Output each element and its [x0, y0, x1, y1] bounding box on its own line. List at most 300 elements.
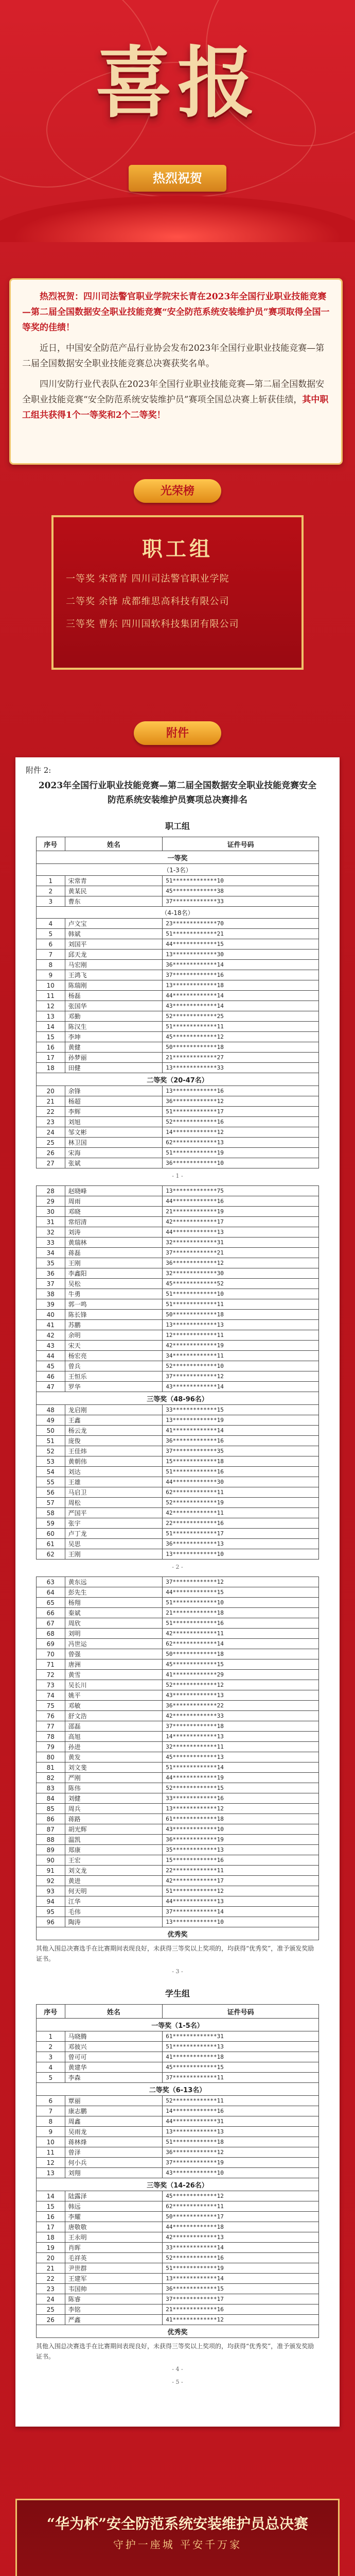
table-row [37, 1227, 319, 1238]
row-id: 52*************12 [163, 1680, 319, 1690]
row-name: 陈长锋 [65, 1310, 163, 1320]
row-id: 13*************18 [163, 980, 319, 991]
row-id: 42*************33 [163, 1711, 319, 1721]
row-id: 36*************13 [163, 1539, 319, 1549]
prize-label: 优秀奖 [37, 2325, 319, 2338]
row-number: 34 [37, 1248, 65, 1258]
row-id: 13*************10 [163, 1549, 319, 1560]
row-number: 21 [37, 2263, 65, 2274]
row-name: 李铭 [65, 2304, 163, 2315]
table-row [37, 1804, 319, 1814]
page-number: - 3 - [172, 1968, 183, 1975]
row-number: 20 [37, 2253, 65, 2263]
row-number: 21 [37, 1096, 65, 1107]
row-name: 马启卫 [65, 1487, 163, 1498]
row-id: 13*************10 [163, 1917, 319, 1927]
prize-label: 二等奖（20-47名） [37, 1073, 319, 1086]
row-id: 36*************14 [163, 960, 319, 970]
row-id: 51*************14 [163, 1762, 319, 1773]
row-name: 毛祥英 [65, 2253, 163, 2263]
table-row [37, 1508, 319, 1518]
row-name: 黄朝伟 [65, 1456, 163, 1467]
col-no: 序号 [37, 837, 65, 851]
table-row [37, 1649, 319, 1659]
row-id: 37*************12 [163, 1577, 319, 1587]
row-number: 91 [37, 1866, 65, 1876]
congrats-ribbon: 热烈祝贺 [129, 165, 226, 192]
row-id: 15*************18 [163, 1456, 319, 1467]
row-id: 43*************14 [163, 1382, 319, 1392]
table-row [37, 970, 319, 980]
table-row [37, 1487, 319, 1498]
row-id: 42*************13 [163, 2232, 319, 2243]
rows-block [37, 919, 319, 1073]
prize-row [37, 1927, 319, 1940]
table-row [37, 2127, 319, 2137]
row-id: 44*************19 [163, 1773, 319, 1783]
intro-card [9, 278, 343, 465]
table-row [37, 1907, 319, 1917]
row-number: 77 [37, 1721, 65, 1732]
row-name: 李坤 [65, 1032, 163, 1042]
row-name: 韩远 [65, 2201, 163, 2212]
row-number: 1 [37, 2031, 65, 2042]
row-name: 周兵 [65, 1804, 163, 1814]
table-row [37, 1186, 319, 1196]
row-name: 曹东 [65, 896, 163, 907]
row-number: 45 [37, 1361, 65, 1371]
row-number: 12 [37, 2158, 65, 2168]
row-number: 18 [37, 1063, 65, 1073]
prize-row [37, 1392, 319, 1405]
table-row [37, 1773, 319, 1783]
row-number: 28 [37, 1186, 65, 1196]
row-number: 1 [37, 876, 65, 886]
row-id: 42*************11 [163, 1629, 319, 1639]
row-name: 严鑫 [65, 2315, 163, 2325]
row-number: 15 [37, 1032, 65, 1042]
row-name: 黄进 [65, 1876, 163, 1886]
row-name: 康志鹏 [65, 2106, 163, 2116]
row-id: 52*************11 [163, 2096, 319, 2106]
row-number: 10 [37, 980, 65, 991]
row-id: 50*************18 [163, 1649, 319, 1659]
row-name: 马晓腾 [65, 2031, 163, 2042]
table-row [37, 2304, 319, 2315]
row-id: 37*************19 [163, 2158, 319, 2168]
row-number: 30 [37, 1207, 65, 1217]
table-row [37, 1598, 319, 1608]
row-id: 23*************70 [163, 919, 319, 929]
table-row [37, 1639, 319, 1649]
row-id: 36*************22 [163, 1701, 319, 1711]
row-number: 68 [37, 1629, 65, 1639]
table-row [37, 1053, 319, 1063]
hero-banner [0, 0, 355, 242]
row-id: 35*************13 [163, 1845, 319, 1855]
table-row [37, 1196, 319, 1207]
row-number: 4 [37, 919, 65, 929]
row-number: 96 [37, 1917, 65, 1927]
row-number: 95 [37, 1907, 65, 1917]
intro-highlight: 其中职工组共获得1个一等奖和2个二等奖！ [22, 395, 329, 420]
group-photo [15, 2499, 340, 2576]
row-name: 郑康 [65, 1845, 163, 1855]
row-id: 51*************21 [163, 929, 319, 939]
row-name: 宋天 [65, 1341, 163, 1351]
table-row [37, 2232, 319, 2243]
row-number: 39 [37, 1299, 65, 1310]
staff-table [36, 1577, 319, 1940]
table-row [37, 1446, 319, 1456]
row-number: 14 [37, 2191, 65, 2201]
row-number: 52 [37, 1446, 65, 1456]
row-number: 53 [37, 1456, 65, 1467]
row-name: 曾可可 [65, 2052, 163, 2062]
row-id: 44*************31 [163, 2116, 319, 2127]
table-row [37, 2062, 319, 2073]
table-row [37, 1701, 319, 1711]
staff-table [36, 1185, 319, 1560]
row-id: 36*************12 [163, 1096, 319, 1107]
row-id: 37*************18 [163, 1721, 319, 1732]
row-name: 秦斌 [65, 1608, 163, 1618]
row-id: 33*************16 [163, 1793, 319, 1804]
table-row [37, 1742, 319, 1752]
attachment-section-button: 附件 [134, 721, 221, 745]
page-number: - 2 - [172, 1564, 183, 1570]
table-row [37, 1783, 319, 1793]
table-row [37, 1835, 319, 1845]
row-number: 6 [37, 939, 65, 950]
row-id: 32*************31 [163, 1238, 319, 1248]
row-number: 65 [37, 1598, 65, 1608]
table-row [37, 1032, 319, 1042]
row-number: 44 [37, 1351, 65, 1361]
row-number: 63 [37, 1577, 65, 1587]
student-table [36, 2004, 319, 2338]
row-name: 吴思 [65, 1539, 163, 1549]
row-number: 24 [37, 2294, 65, 2304]
row-name: 邵磊 [65, 1721, 163, 1732]
student-group-title: 学生组 [165, 1989, 190, 1998]
row-name: 吴松 [65, 1279, 163, 1289]
row-number: 4 [37, 2062, 65, 2073]
row-number: 14 [37, 1022, 65, 1032]
row-number: 56 [37, 1487, 65, 1498]
row-id: 41*************12 [163, 2315, 319, 2325]
row-id: 43*************13 [163, 1690, 319, 1701]
row-number: 7 [37, 950, 65, 960]
row-name: 李鑫阳 [65, 1268, 163, 1279]
row-number: 66 [37, 1608, 65, 1618]
row-name: 何天明 [65, 1886, 163, 1896]
row-id: 51*************10 [163, 876, 319, 886]
row-name: 张宇 [65, 1518, 163, 1529]
row-id: 44*************15 [163, 939, 319, 950]
table-row [37, 1351, 319, 1361]
row-number: 86 [37, 1814, 65, 1824]
row-name: 曾泽 [65, 2147, 163, 2158]
row-name: 邓勤 [65, 1011, 163, 1022]
row-name: 刘文龙 [65, 1866, 163, 1876]
row-number: 54 [37, 1467, 65, 1477]
row-name: 陈伟 [65, 1783, 163, 1793]
table-row [37, 1289, 319, 1299]
rows-block [37, 2096, 319, 2178]
table-row [37, 2147, 319, 2158]
table-row [37, 1063, 319, 1073]
range-row [37, 864, 319, 876]
col-id: 证件号码 [163, 2005, 319, 2019]
row-id: 13*************13 [163, 1320, 319, 1330]
row-name: 罗华 [65, 1382, 163, 1392]
attachment-label: 附件 2: [26, 766, 51, 775]
row-name: 曾强 [65, 1649, 163, 1659]
table-row [37, 1042, 319, 1053]
row-number: 59 [37, 1518, 65, 1529]
row-name: 张国华 [65, 1001, 163, 1011]
row-id: 34*************11 [163, 1351, 319, 1361]
row-id: 13*************19 [163, 1415, 319, 1426]
row-id: 44*************18 [163, 2222, 319, 2232]
row-name: 胡光辉 [65, 1824, 163, 1835]
table-row [37, 1711, 319, 1721]
row-name: 吴雨龙 [65, 2127, 163, 2137]
table-row [37, 980, 319, 991]
col-no: 序号 [37, 2005, 65, 2019]
table-row [37, 2191, 319, 2201]
row-number: 25 [37, 2304, 65, 2315]
table-row [37, 1608, 319, 1618]
intro-paragraph-2: 近日，中国安全防范产品行业协会发布2023年全国行业职业技能竞赛—第二届全国数据安全职业技能竞赛总决赛获奖名单。 [22, 343, 325, 369]
stage-glow [0, 196, 355, 242]
row-number: 46 [37, 1371, 65, 1382]
table-row [37, 1279, 319, 1289]
row-name: 刘翔 [65, 2168, 163, 2178]
row-number: 31 [37, 1217, 65, 1227]
row-number: 87 [37, 1824, 65, 1835]
row-number: 78 [37, 1732, 65, 1742]
row-name: 唐洲 [65, 1659, 163, 1670]
row-name: 刘旭 [65, 1117, 163, 1127]
table-row [37, 1814, 319, 1824]
row-id: 51*************11 [163, 1299, 319, 1310]
row-id: 14*************16 [163, 2106, 319, 2116]
table-row [37, 896, 319, 907]
row-name: 陈汉生 [65, 1022, 163, 1032]
row-name: 宋海 [65, 1148, 163, 1158]
row-name: 王刚 [65, 1258, 163, 1268]
row-id: 37*************21 [163, 1248, 319, 1258]
row-number: 51 [37, 1436, 65, 1446]
row-name: 邱天龙 [65, 950, 163, 960]
honor-title: 职工组 [142, 537, 213, 561]
row-id: 52*************25 [163, 1011, 319, 1022]
table-row [37, 1405, 319, 1415]
prize-label: 一等奖 [37, 851, 319, 864]
table-row [37, 1022, 319, 1032]
row-number: 9 [37, 970, 65, 980]
row-id: 62*************11 [163, 2201, 319, 2212]
table-row [37, 1382, 319, 1392]
table-row [37, 886, 319, 896]
table-row [37, 1258, 319, 1268]
table-row [37, 2294, 319, 2304]
table-row [37, 2031, 319, 2042]
row-name: 黄雪 [65, 1670, 163, 1680]
honor-board [51, 515, 304, 670]
row-number: 7 [37, 2106, 65, 2116]
table-row [37, 1207, 319, 1217]
row-number: 80 [37, 1752, 65, 1762]
table-row [37, 1238, 319, 1248]
row-number: 64 [37, 1587, 65, 1598]
row-name: 牛勇 [65, 1289, 163, 1299]
row-number: 3 [37, 2052, 65, 2062]
row-name: 蒋磊 [65, 1248, 163, 1258]
row-id: 36*************12 [163, 2147, 319, 2158]
row-number: 81 [37, 1762, 65, 1773]
row-id: 43*************10 [163, 2168, 319, 2178]
table-row [37, 1117, 319, 1127]
table-row [37, 1341, 319, 1351]
row-id: 45*************12 [163, 2191, 319, 2201]
row-number: 11 [37, 991, 65, 1001]
prize-row [37, 1073, 319, 1086]
row-id: 52*************19 [163, 1498, 319, 1508]
row-number: 6 [37, 2096, 65, 2106]
table-row [37, 1310, 319, 1320]
row-id: 52*************10 [163, 1361, 319, 1371]
table-row [37, 1866, 319, 1876]
prize-label: 二等奖（6-13名） [37, 2083, 319, 2096]
row-name: 李森 [65, 2073, 163, 2083]
row-number: 18 [37, 2232, 65, 2243]
row-name: 孙进 [65, 1742, 163, 1752]
row-number: 9 [37, 2127, 65, 2137]
row-name: 陈瑞刚 [65, 980, 163, 991]
page-number: - 4 - [172, 2366, 183, 2372]
range-label: （1-3名） [37, 864, 319, 876]
row-id: 44*************30 [163, 1477, 319, 1487]
row-name: 邓彼兴 [65, 2042, 163, 2052]
photo-banner-slogan: 守护一座城 平安千万家 [113, 2538, 242, 2551]
row-name: 田健 [65, 1063, 163, 1073]
row-id: 51*************10 [163, 1289, 319, 1299]
row-id: 42*************11 [163, 1508, 319, 1518]
table-row [37, 2158, 319, 2168]
row-name: 刘达 [65, 1467, 163, 1477]
row-number: 92 [37, 1876, 65, 1886]
table-row [37, 2042, 319, 2052]
row-name: 王永明 [65, 2232, 163, 2243]
row-id: 52*************16 [163, 2253, 319, 2263]
row-id: 37*************16 [163, 970, 319, 980]
row-number: 48 [37, 1405, 65, 1415]
row-number: 72 [37, 1670, 65, 1680]
table-row [37, 2116, 319, 2127]
table-row [37, 1477, 319, 1487]
table-row [37, 2137, 319, 2147]
row-number: 8 [37, 960, 65, 970]
table-row [37, 1371, 319, 1382]
row-number: 24 [37, 1127, 65, 1138]
row-id: 42*************19 [163, 1341, 319, 1351]
row-id: 52*************16 [163, 1117, 319, 1127]
table-row [37, 2073, 319, 2083]
table-row [37, 1539, 319, 1549]
table-row [37, 1086, 319, 1096]
table-row [37, 1629, 319, 1639]
row-id: 51*************19 [163, 2263, 319, 2274]
row-id: 36*************12 [163, 1258, 319, 1268]
rows-block [37, 876, 319, 907]
row-number: 74 [37, 1690, 65, 1701]
row-name: 刘健 [65, 1793, 163, 1804]
row-name: 王建军 [65, 2274, 163, 2284]
row-id: 51*************10 [163, 1598, 319, 1608]
row-number: 76 [37, 1711, 65, 1721]
row-number: 8 [37, 2116, 65, 2127]
row-number: 70 [37, 1649, 65, 1659]
row-id: 22*************16 [163, 1518, 319, 1529]
rows-block [37, 2191, 319, 2325]
row-name: 卢文宝 [65, 919, 163, 929]
row-id: 21*************19 [163, 1207, 319, 1217]
row-name: 马宏刚 [65, 960, 163, 970]
row-number: 17 [37, 1053, 65, 1063]
photo-banner-title: “华为杯”安全防范系统安装维护员总决赛 [46, 2515, 309, 2532]
row-name: 严刚 [65, 1773, 163, 1783]
table-row [37, 1248, 319, 1258]
row-number: 41 [37, 1320, 65, 1330]
row-id: 13*************16 [163, 1086, 319, 1096]
row-id: 13*************13 [163, 2127, 319, 2137]
table-row [37, 960, 319, 970]
row-name: 邓晓 [65, 1207, 163, 1217]
row-name: 杨宏亮 [65, 1351, 163, 1361]
table-row [37, 1330, 319, 1341]
table-row [37, 876, 319, 886]
row-id: 51*************18 [163, 2137, 319, 2147]
row-name: 温凯 [65, 1835, 163, 1845]
row-id: 50*************18 [163, 1042, 319, 1053]
row-number: 94 [37, 1896, 65, 1907]
row-name: 周松 [65, 1498, 163, 1508]
row-name: 李耀 [65, 2212, 163, 2222]
row-name: 苏鹏 [65, 1320, 163, 1330]
table-row [37, 1127, 319, 1138]
row-id: 37*************33 [163, 896, 319, 907]
row-name: 余明 [65, 1330, 163, 1341]
table-row [37, 1299, 319, 1310]
row-name: 肖晖 [65, 2243, 163, 2253]
row-name: 王恒乐 [65, 1371, 163, 1382]
table-row [37, 1876, 319, 1886]
table-row [37, 1456, 319, 1467]
table-row [37, 2274, 319, 2284]
table-row [37, 1721, 319, 1732]
row-number: 42 [37, 1330, 65, 1341]
row-name: 赵晓峰 [65, 1186, 163, 1196]
table-row [37, 1148, 319, 1158]
row-id: 61*************18 [163, 1814, 319, 1824]
row-name: 刘文斐 [65, 1762, 163, 1773]
col-id: 证件号码 [163, 837, 319, 851]
table-row [37, 1855, 319, 1866]
table-row [37, 2222, 319, 2232]
